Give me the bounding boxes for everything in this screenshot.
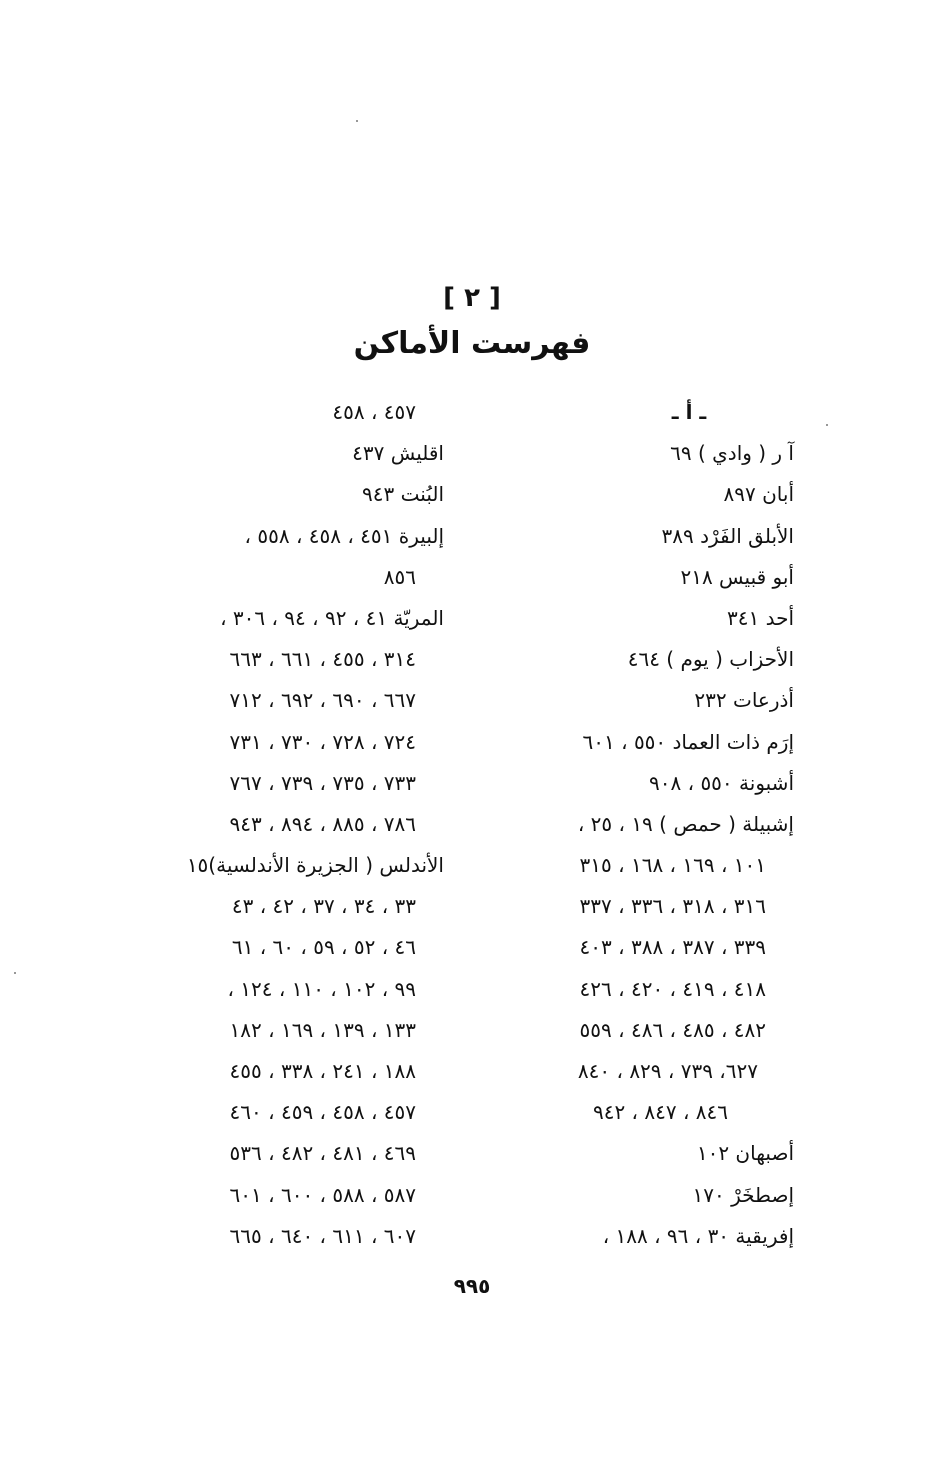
index-entry: أشبونة ٥٥٠ ، ٩٠٨ [649,770,794,795]
print-speck [14,972,16,974]
index-entry: أصبهان ١٠٢ [696,1141,794,1166]
index-entry-continuation: ٨٤٦ ، ٨٤٧ ، ٩٤٢ [592,1100,728,1125]
index-entry: أبو قبيس ٢١٨ [680,564,794,589]
index-entry: أذرعات ٢٣٢ [694,688,794,713]
index-entry: الأندلس ( الجزيرة الأندلسية)١٥ [186,853,444,878]
index-entry-continuation: ٤٨٢ ، ٤٨٥ ، ٤٨٦ ، ٥٥٩ [579,1017,766,1042]
index-entry: المريّة ٤١ ، ٩٢ ، ٩٤ ، ٣٠٦ ، [220,605,444,630]
index-entry: آ ر ( وادي ) ٦٩ [670,441,794,466]
index-entry-continuation: ٧٨٦ ، ٨٨٥ ، ٨٩٤ ، ٩٤٣ [229,811,416,836]
index-entry-continuation: ٤٥٧ ، ٤٥٨ [332,400,416,424]
index-entry-continuation: ٣١٦ ، ٣١٨ ، ٣٣٦ ، ٣٣٧ [579,894,766,919]
index-entry: إرَم ذات العماد ٥٥٠ ، ٦٠١ [582,729,794,754]
index-entry-continuation: ٩٩ ، ١٠٢ ، ١١٠ ، ١٢٤ ، [227,976,416,1001]
index-entry-continuation: ٣١٤ ، ٤٥٥ ، ٦٦١ ، ٦٦٣ [229,647,416,672]
index-entry-continuation: ٤٦٩ ، ٤٨١ ، ٤٨٢ ، ٥٣٦ [229,1141,416,1166]
index-entry-continuation: ٦٢٧، ٧٣٩ ، ٨٢٩ ، ٨٤٠ [577,1059,758,1083]
page-header [0,278,944,366]
index-entry-continuation: ٣٣٩ ، ٣٨٧ ، ٣٨٨ ، ٤٠٣ [579,935,766,960]
page-title: فهرست الأماكن [353,326,591,361]
index-entry-continuation: ٥٨٧ ، ٥٨٨ ، ٦٠٠ ، ٦٠١ [229,1182,416,1207]
letter-heading: ـ أ ـ [671,400,707,424]
index-entry: الأبلق الفَرْد ٣٨٩ [661,523,794,548]
index-entry: اقليش ٤٣٧ [352,441,444,466]
index-entry-continuation: ٣٣ ، ٣٤ ، ٣٧ ، ٤٢ ، ٤٣ [231,894,416,919]
index-entry-continuation: ٨٥٦ [383,564,416,589]
index-entry: إشبيلة ( حمص ) ١٩ ، ٢٥ ، [577,811,794,836]
index-entry-continuation: ٦٠٧ ، ٦١١ ، ٦٤٠ ، ٦٦٥ [229,1223,416,1248]
index-entry: البُنت ٩٤٣ [362,482,444,507]
index-entry-continuation: ١٠١ ، ١٦٩ ، ١٦٨ ، ٣١٥ [579,853,766,878]
index-entry-continuation: ٧٢٤ ، ٧٢٨ ، ٧٣٠ ، ٧٣١ [229,729,416,754]
index-entry-continuation: ٧٣٣ ، ٧٣٥ ، ٧٣٩ ، ٧٦٧ [229,770,416,795]
print-speck [356,120,358,122]
index-entry-continuation: ١٨٨ ، ٢٤١ ، ٣٣٨ ، ٤٥٥ [229,1059,416,1083]
print-speck [826,424,828,426]
page-number: ٩٩٥ [453,1274,491,1298]
section-number: [ ٢ ] [443,283,501,313]
index-entry-continuation: ٤٦ ، ٥٢ ، ٥٩ ، ٦٠ ، ٦١ [231,935,416,960]
index-entry: إفريقية ٣٠ ، ٩٦ ، ١٨٨ ، [602,1223,794,1248]
index-entry: أبان ٨٩٧ [723,482,794,507]
index-entry: الأحزاب ( يوم ) ٤٦٤ [627,647,794,672]
index-entry-continuation: ٦٦٧ ، ٦٩٠ ، ٦٩٢ ، ٧١٢ [229,688,416,713]
index-entry: إصطخَرْ ١٧٠ [692,1182,794,1207]
index-entry: إلبيرة ٤٥١ ، ٤٥٨ ، ٥٥٨ ، [244,523,444,548]
index-entry-continuation: ٤٥٧ ، ٤٥٨ ، ٤٥٩ ، ٤٦٠ [229,1100,416,1125]
index-entry-continuation: ١٣٣ ، ١٣٩ ، ١٦٩ ، ١٨٢ [229,1017,416,1042]
index-entry: أحد ٣٤١ [726,605,794,630]
index-column-right [494,392,794,1257]
index-column-left [134,392,444,1257]
index-entry-continuation: ٤١٨ ، ٤١٩ ، ٤٢٠ ، ٤٢٦ [579,976,766,1001]
